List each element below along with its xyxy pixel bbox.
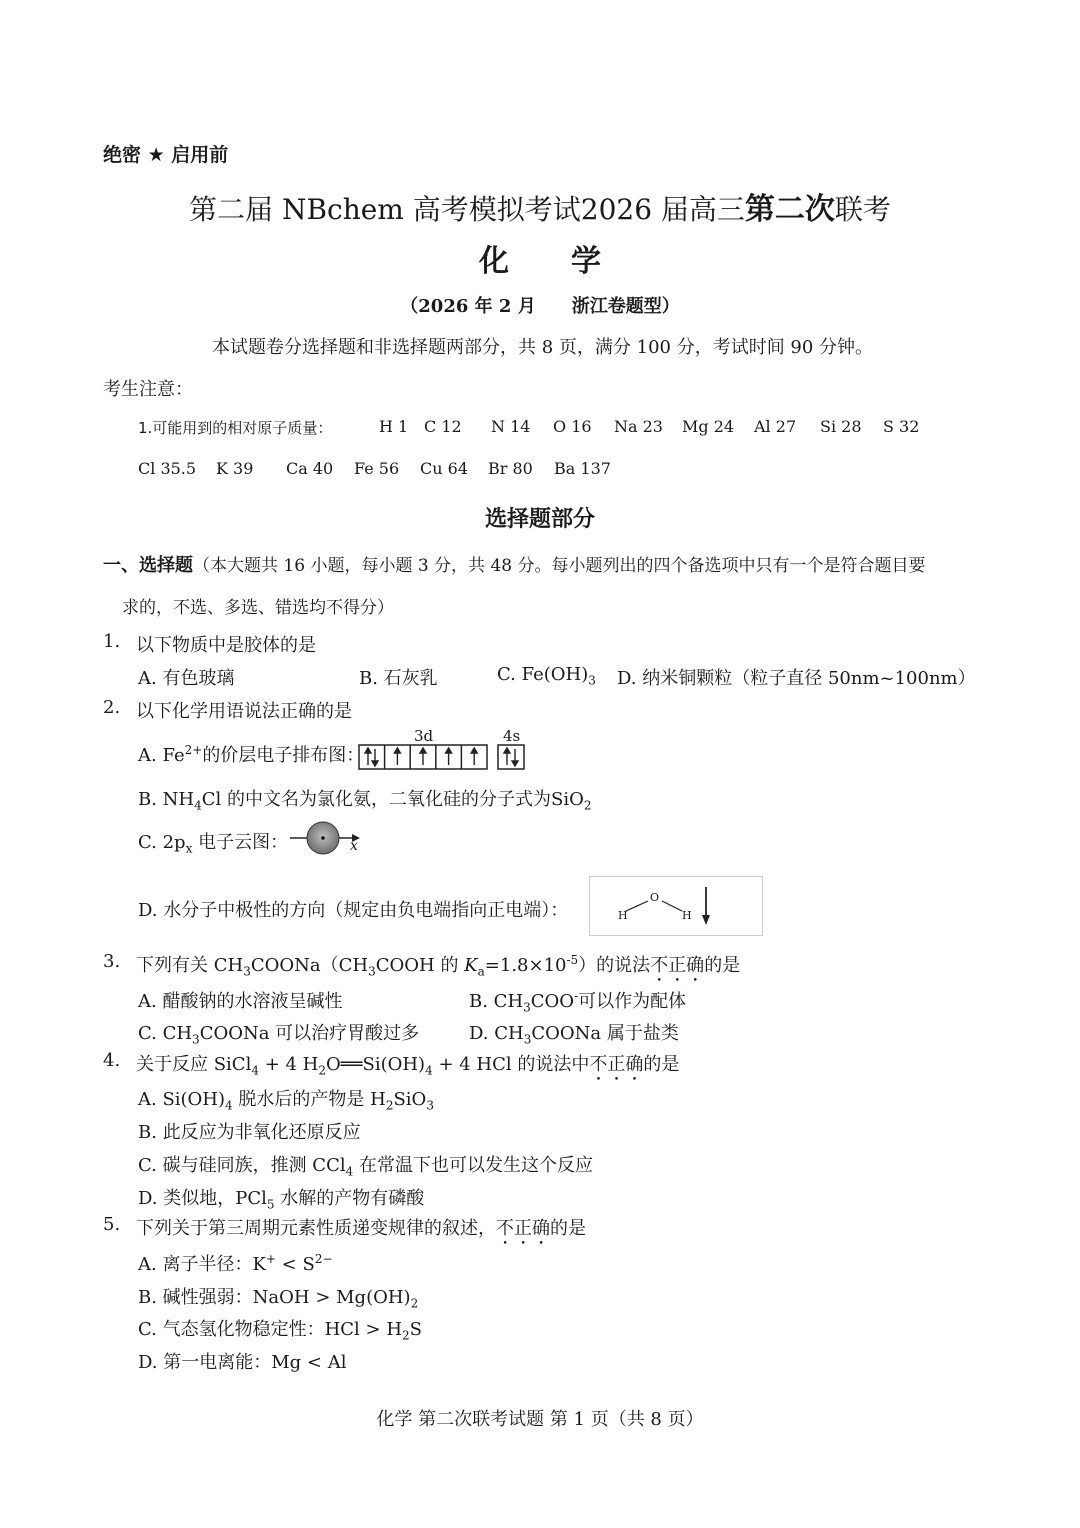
mass-item: C 12 bbox=[424, 417, 462, 436]
option-b: B. 碱性强弱：NaOH > $Mg(OH)_2$ bbox=[138, 1287, 419, 1311]
subject-title: 化学 bbox=[479, 244, 663, 279]
exam-intro: 本试题卷分选择题和非选择题两部分，共 8 页，满分 100 分，考试时间 90 分钟。 bbox=[212, 337, 874, 358]
masses-label: 1.可能用到的相对原子质量： bbox=[138, 419, 333, 437]
water-molecule-diagram bbox=[589, 876, 763, 936]
option-c: C. $Fe(OH)_3$ bbox=[497, 664, 596, 688]
option-c: C. $2p_x$ 电子云图： bbox=[138, 832, 289, 856]
option-c: C. 碳与硅同族，推测 CCl$_4$ 在常温下也可以发生这个反应 bbox=[138, 1155, 593, 1179]
notice-label: 考生注意： bbox=[103, 379, 193, 400]
atom-label-h: H bbox=[682, 909, 692, 922]
question-number: 3. bbox=[103, 951, 121, 972]
question-text: 以下化学用语说法正确的是 bbox=[136, 701, 352, 722]
mass-item: O 16 bbox=[553, 417, 592, 436]
option-b: B. 石灰乳 bbox=[359, 668, 438, 689]
mass-item: H 1 bbox=[379, 417, 409, 436]
axis-label: x bbox=[350, 838, 358, 854]
question-number: 2. bbox=[103, 697, 121, 718]
confidential-label: 绝密 ★ 启用前 bbox=[103, 144, 229, 166]
orbital-label-3d: 3d bbox=[414, 727, 434, 745]
question-text: 下列有关 $CH_3COONa(CH_3COOH$ 的 $K_a=1.8\times 10^{-5}$）的说法不正确的是 bbox=[136, 953, 741, 979]
question-number: 4. bbox=[103, 1050, 121, 1071]
mass-item: Br 80 bbox=[488, 459, 533, 478]
option-d: D. 纳米铜颗粒（粒子直径 50nm~100nm） bbox=[617, 668, 976, 689]
atom-label-o: O bbox=[650, 891, 660, 904]
option-a: A. 醋酸钠的水溶液呈碱性 bbox=[138, 991, 343, 1012]
option-b: B. $NH_4Cl$ 的中文名为氯化氨，二氧化硅的分子式为SiO$_2$ bbox=[138, 789, 592, 813]
question-number: 5. bbox=[103, 1214, 121, 1235]
option-d: D. 水分子中极性的方向（规定由负电端指向正电端）： bbox=[138, 900, 569, 921]
mass-item: Al 27 bbox=[754, 417, 797, 436]
option-d: D. $CH_3COONa$ 属于盐类 bbox=[469, 1023, 679, 1047]
mass-item: N 14 bbox=[491, 417, 531, 436]
orbital-label-4s: 4s bbox=[503, 727, 521, 745]
mass-item: Cl 35.5 bbox=[138, 459, 197, 478]
question-number: 1. bbox=[103, 631, 121, 652]
exam-date: （2026 年 2 月 浙江卷题型） bbox=[400, 296, 680, 317]
mass-item: Cu 64 bbox=[420, 459, 468, 478]
option-d: D. 第一电离能：Mg < Al bbox=[138, 1352, 347, 1373]
mass-item: Si 28 bbox=[820, 417, 862, 436]
question-text: 以下物质中是胶体的是 bbox=[136, 635, 316, 656]
part-heading: 一、选择题（本大题共 16 小题，每小题 3 分，共 48 分。每小题列出的四个备选项中只有一个是符合题目要 bbox=[103, 555, 926, 576]
part-heading-cont: 求的，不选、多选、错选均不得分） bbox=[122, 598, 394, 618]
option-a: A. $Si(OH)_4$ 脱水后的产物是 $H_2SiO_3$ bbox=[138, 1089, 434, 1113]
mass-item: Ca 40 bbox=[286, 459, 334, 478]
mass-item: K 39 bbox=[216, 459, 254, 478]
section-title: 选择题部分 bbox=[484, 506, 595, 532]
option-a: A. 有色玻璃 bbox=[138, 668, 235, 689]
mass-item: S 32 bbox=[883, 417, 920, 436]
option-b: B. $CH_3COO^-$可以作为配体 bbox=[469, 989, 687, 1015]
page-footer: 化学 第二次联考试题 第 1 页（共 8 页） bbox=[376, 1409, 704, 1430]
mass-item: Na 23 bbox=[614, 417, 663, 436]
atom-label-h: H bbox=[618, 909, 628, 922]
option-b: B. 此反应为非氧化还原反应 bbox=[138, 1122, 361, 1143]
option-a: A. 离子半径：$K^+ < S^{2-}$ bbox=[138, 1252, 333, 1275]
mass-item: Ba 137 bbox=[554, 459, 611, 478]
question-text: 关于反应 SiCl$_4$ + 4 $H_2O══Si(OH)_4 + 4$ HCl 的说法中不正确的是 bbox=[136, 1054, 680, 1078]
option-c: C. 气态氢化物稳定性：HCl > $H_2S$ bbox=[138, 1319, 423, 1343]
option-a: A. $Fe^{2+}$的价层电子排布图： bbox=[138, 743, 365, 766]
option-c: C. $CH_3COONa$ 可以治疗胃酸过多 bbox=[138, 1023, 420, 1047]
option-d: D. 类似地，PCl$_5$ 水解的产物有磷酸 bbox=[138, 1188, 425, 1212]
mass-item: Mg 24 bbox=[682, 417, 735, 436]
exam-title: 第二届 NBchem 高考模拟考试2026 届高三第二次联考 bbox=[189, 192, 891, 227]
question-text: 下列关于第三周期元素性质递变规律的叙述，不正确的是 bbox=[136, 1218, 586, 1239]
mass-item: Fe 56 bbox=[354, 459, 400, 478]
orbital-diagram bbox=[358, 743, 528, 771]
